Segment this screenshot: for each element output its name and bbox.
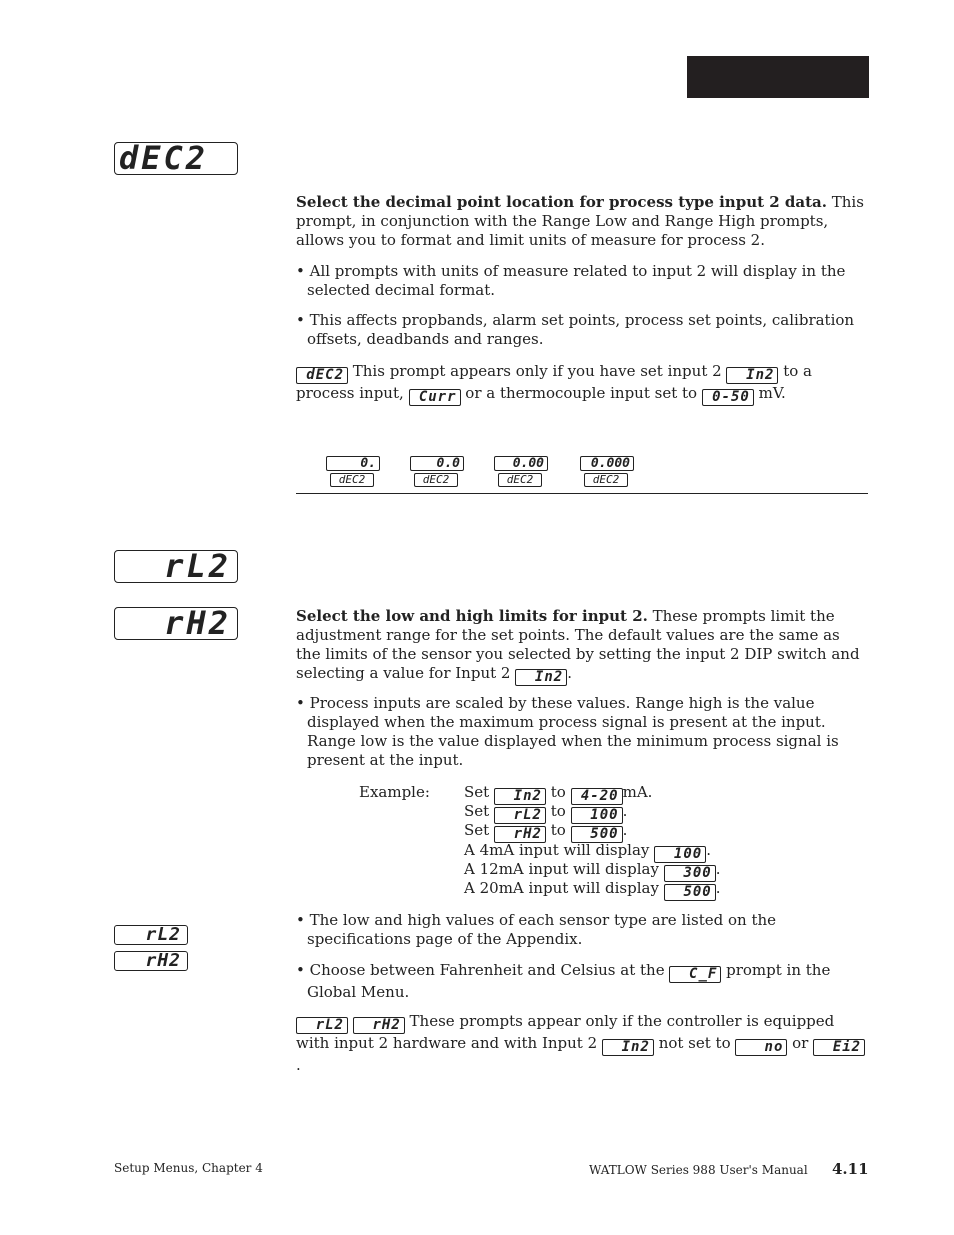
example-label: Example: bbox=[359, 783, 430, 801]
rh2-prompt-display: rH2 bbox=[114, 607, 238, 640]
range-bullet-fahrenheit: • Choose between Fahrenheit and Celsius at the C_F prompt in the Global Menu. bbox=[296, 961, 831, 1001]
dec2-prompt-display: dEC2 bbox=[114, 142, 238, 175]
in2-lcd: In2 bbox=[515, 669, 567, 686]
chapter-tab bbox=[687, 56, 869, 98]
example-line-20ma: A 20mA input will display 500 . bbox=[464, 879, 721, 900]
decimal-example-0: 0. dEC2 bbox=[326, 456, 382, 487]
dec2-description: Select the decimal point location for process type input 2 data. This prompt, in conjunction with the Range Low and Range High prompts, allows you to format and limit units of measure for process 2. bbox=[296, 193, 864, 249]
zero-50-lcd: 0-50 bbox=[702, 389, 754, 406]
dec2-lcd: dEC2 bbox=[296, 367, 348, 384]
footer-manual-title: WATLOW Series 988 User's Manual bbox=[589, 1163, 808, 1177]
curr-lcd: Curr bbox=[409, 389, 461, 406]
page-number: 4.11 bbox=[832, 1160, 869, 1178]
rl2-lcd: rL2 bbox=[494, 807, 546, 824]
rh2-lcd: rH2 bbox=[494, 826, 546, 843]
c-f-lcd: C_F bbox=[669, 966, 721, 983]
decimal-example-2: 0.00 dEC2 bbox=[494, 456, 550, 487]
val-100-lcd: 100 bbox=[571, 807, 623, 824]
rl2-lcd: rL2 bbox=[296, 1017, 348, 1034]
dec2-bullet-affects: • This affects propbands, alarm set points, process set points, calibration offsets, deadbands and ranges. bbox=[296, 311, 855, 348]
footer-chapter: Setup Menus, Chapter 4 bbox=[114, 1161, 263, 1175]
range-description: Select the low and high limits for input 2. These prompts limit the adjustment range for the set points. The default values are the same as the limits of the sensor you selected by setting the input 2 DIP switch and selecting a value for Input 2 In2 . bbox=[296, 607, 860, 685]
in2-lcd: In2 bbox=[494, 788, 546, 805]
dec2-condition: dEC2 This prompt appears only if you have set input 2 In2 to a process input, Curr or a thermocouple input set to 0-50 mV. bbox=[296, 362, 812, 405]
example-line-3: Set rH2 to 500 . bbox=[464, 821, 628, 842]
no-lcd: no bbox=[735, 1039, 787, 1056]
range-bullet-scaling: • Process inputs are scaled by these values. Range high is the value displayed when the maximum process signal is present at the input. Range low is the value displayed when the minimum process signal is present at the input. bbox=[296, 694, 839, 769]
rl2-prompt-display: rL2 bbox=[114, 550, 238, 583]
rh2-lcd: rH2 bbox=[353, 1017, 405, 1034]
four-20-lcd: 4-20 bbox=[571, 788, 623, 805]
in2-lcd: In2 bbox=[726, 367, 778, 384]
dec2-bullet-units: • All prompts with units of measure related to input 2 will display in the selected decimal format. bbox=[296, 262, 846, 299]
val-500-lcd: 500 bbox=[664, 884, 716, 901]
val-100-lcd: 100 bbox=[654, 846, 706, 863]
example-line-12ma: A 12mA input will display 300 . bbox=[464, 860, 721, 881]
example-line-4ma: A 4mA input will display 100 . bbox=[464, 841, 711, 862]
range-bullet-sensor-limits: • The low and high values of each sensor type are listed on the specifications page of the Appendix. bbox=[296, 911, 777, 948]
decimal-example-3: 0.000 dEC2 bbox=[580, 456, 636, 487]
rh2-small-display: rH2 bbox=[114, 951, 188, 971]
in2-lcd: In2 bbox=[602, 1039, 654, 1056]
range-condition: rL2 rH2 These prompts appear only if the controller is equipped with input 2 hardware and with Input 2 In2 not set to no or Ei2. bbox=[296, 1012, 866, 1075]
val-500-lcd: 500 bbox=[571, 826, 623, 843]
section-divider bbox=[296, 493, 868, 494]
val-300-lcd: 300 bbox=[664, 865, 716, 882]
example-line-2: Set rL2 to 100 . bbox=[464, 802, 628, 823]
decimal-example-1: 0.0 dEC2 bbox=[410, 456, 466, 487]
example-line-1: Set In2 to 4-20 mA. bbox=[464, 783, 653, 804]
ei2-lcd: Ei2 bbox=[813, 1039, 865, 1056]
rl2-small-display: rL2 bbox=[114, 925, 188, 945]
